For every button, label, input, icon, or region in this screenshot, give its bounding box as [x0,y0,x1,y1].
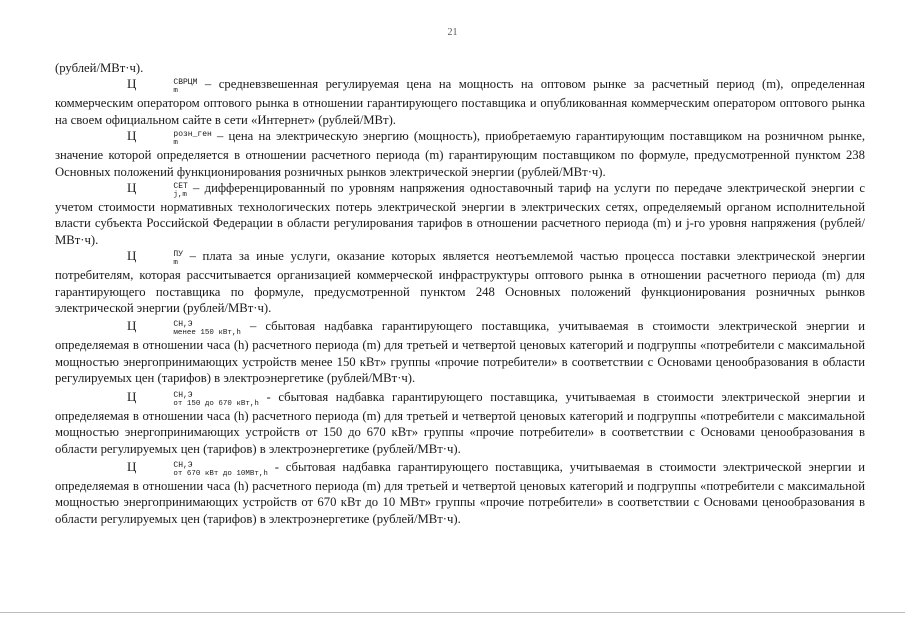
document-body [55,60,865,527]
definition-item [55,248,865,316]
definition-text: - сбытовая надбавка гарантирующего поставщика, учитываемая в стоимости электрической энергии и определяемая в отношении часа (h) расчетного периода (m) для третьей и четвертой ценовых категорий и подгруппы «потребители с максимальной мощностью энергопринимающих устройств от 670 кВт до 10 МВт» группы «прочие потребители» в соответствии с Основами ценообразования в области регулируемых цен (тарифов) в электроэнергетике (рублей/МВт·ч). [55,459,865,526]
definition-text: - сбытовая надбавка гарантирующего поставщика, учитываемая в стоимости электрической энергии и определяемая в отношении часа (h) расчетного периода (m) для третьей и четвертой ценовых категорий и подгруппы «потребители с максимальной мощностью энергопринимающих устройств от 150 до 670 кВт» группы «прочие потребители» в соответствии с Основами ценообразования в области регулируемых цен (тарифов) в электроэнергетике (рублей/МВт·ч). [55,389,865,456]
definition-text: – сбытовая надбавка гарантирующего поставщика, учитываемая в стоимости электрической энергии и определяемая в отношении часа (h) расчетного периода (m) для третьей и четвертой ценовых категорий и подгруппы «потребители с максимальной мощностью энергопринимающих устройств менее 150 кВт» группы «прочие потребители» в соответствии с Основами ценообразования в области регулируемых цен (тарифов) в электроэнергетике (рублей/МВт·ч). [55,319,865,386]
definition-item [55,318,865,386]
scan-edge-line [0,612,905,613]
definition-text: – средневзвешенная регулируемая цена на мощность на оптовом рынке за расчетный период (m), определенная коммерческим оператором оптового рынка в отношении гарантирующего поставщика и опубликованная коммерческим оператором оптового рынка на своем официальном сайте в сети «Интернет» (рублей/МВт). [55,77,865,127]
formula-symbol: Ц ПУ m [127,248,183,268]
definition-item [55,459,865,527]
formula-symbol: Ц СН,Э от 150 до 670 кВт,h [127,388,259,408]
definition-text: – цена на электрическую энергию (мощность), приобретаемую гарантирующим поставщиком на розничном рынке, значение которой определяется в отношении расчетного периода (m) гарантирующим поставщиком по формуле, предусмотренной пунктом 238 Основных положений функционирования розничных рынков электрической энергии (рублей/МВт·ч). [55,129,865,179]
formula-symbol: Ц розн_ген m [127,128,212,148]
definition-text: – плата за иные услуги, оказание которых является неотъемлемой частью процесса поставки электрической энергии потребителям, которая рассчитывается организацией коммерческой инфраструктуры оптового рынка в отношении расчетного периода (m) для гарантирующего поставщика по формуле, предусмотренной пунктом 248 Основных положений функционирования розничных рынков электрической энергии (рублей/МВт·ч). [55,249,865,316]
definition-text: – дифференцированный по уровням напряжения одноставочный тариф на услуги по передаче электрической энергии с учетом стоимости нормативных технологических потерь электрической энергии в электрических сетях, определяемый органом исполнительной власти субъекта Российской Федерации в области регулирования тарифов в отношении расчетного периода (m) и j-го уровня напряжения (рублей/МВт·ч). [55,181,865,247]
page-number: 21 [447,27,458,38]
definition-item [55,76,865,128]
formula-symbol: Ц СН,Э менее 150 кВт,h [127,318,241,338]
continuation-line: (рублей/МВт·ч). [55,61,144,75]
formula-symbol: Ц СЕТ j,m [127,180,188,200]
formula-symbol: Ц СВРЦМ m [127,76,198,96]
definition-item [55,389,865,457]
formula-symbol: Ц СН,Э от 670 кВт до 10МВт,h [127,458,268,478]
definition-item [55,128,865,180]
definition-item [55,180,865,248]
